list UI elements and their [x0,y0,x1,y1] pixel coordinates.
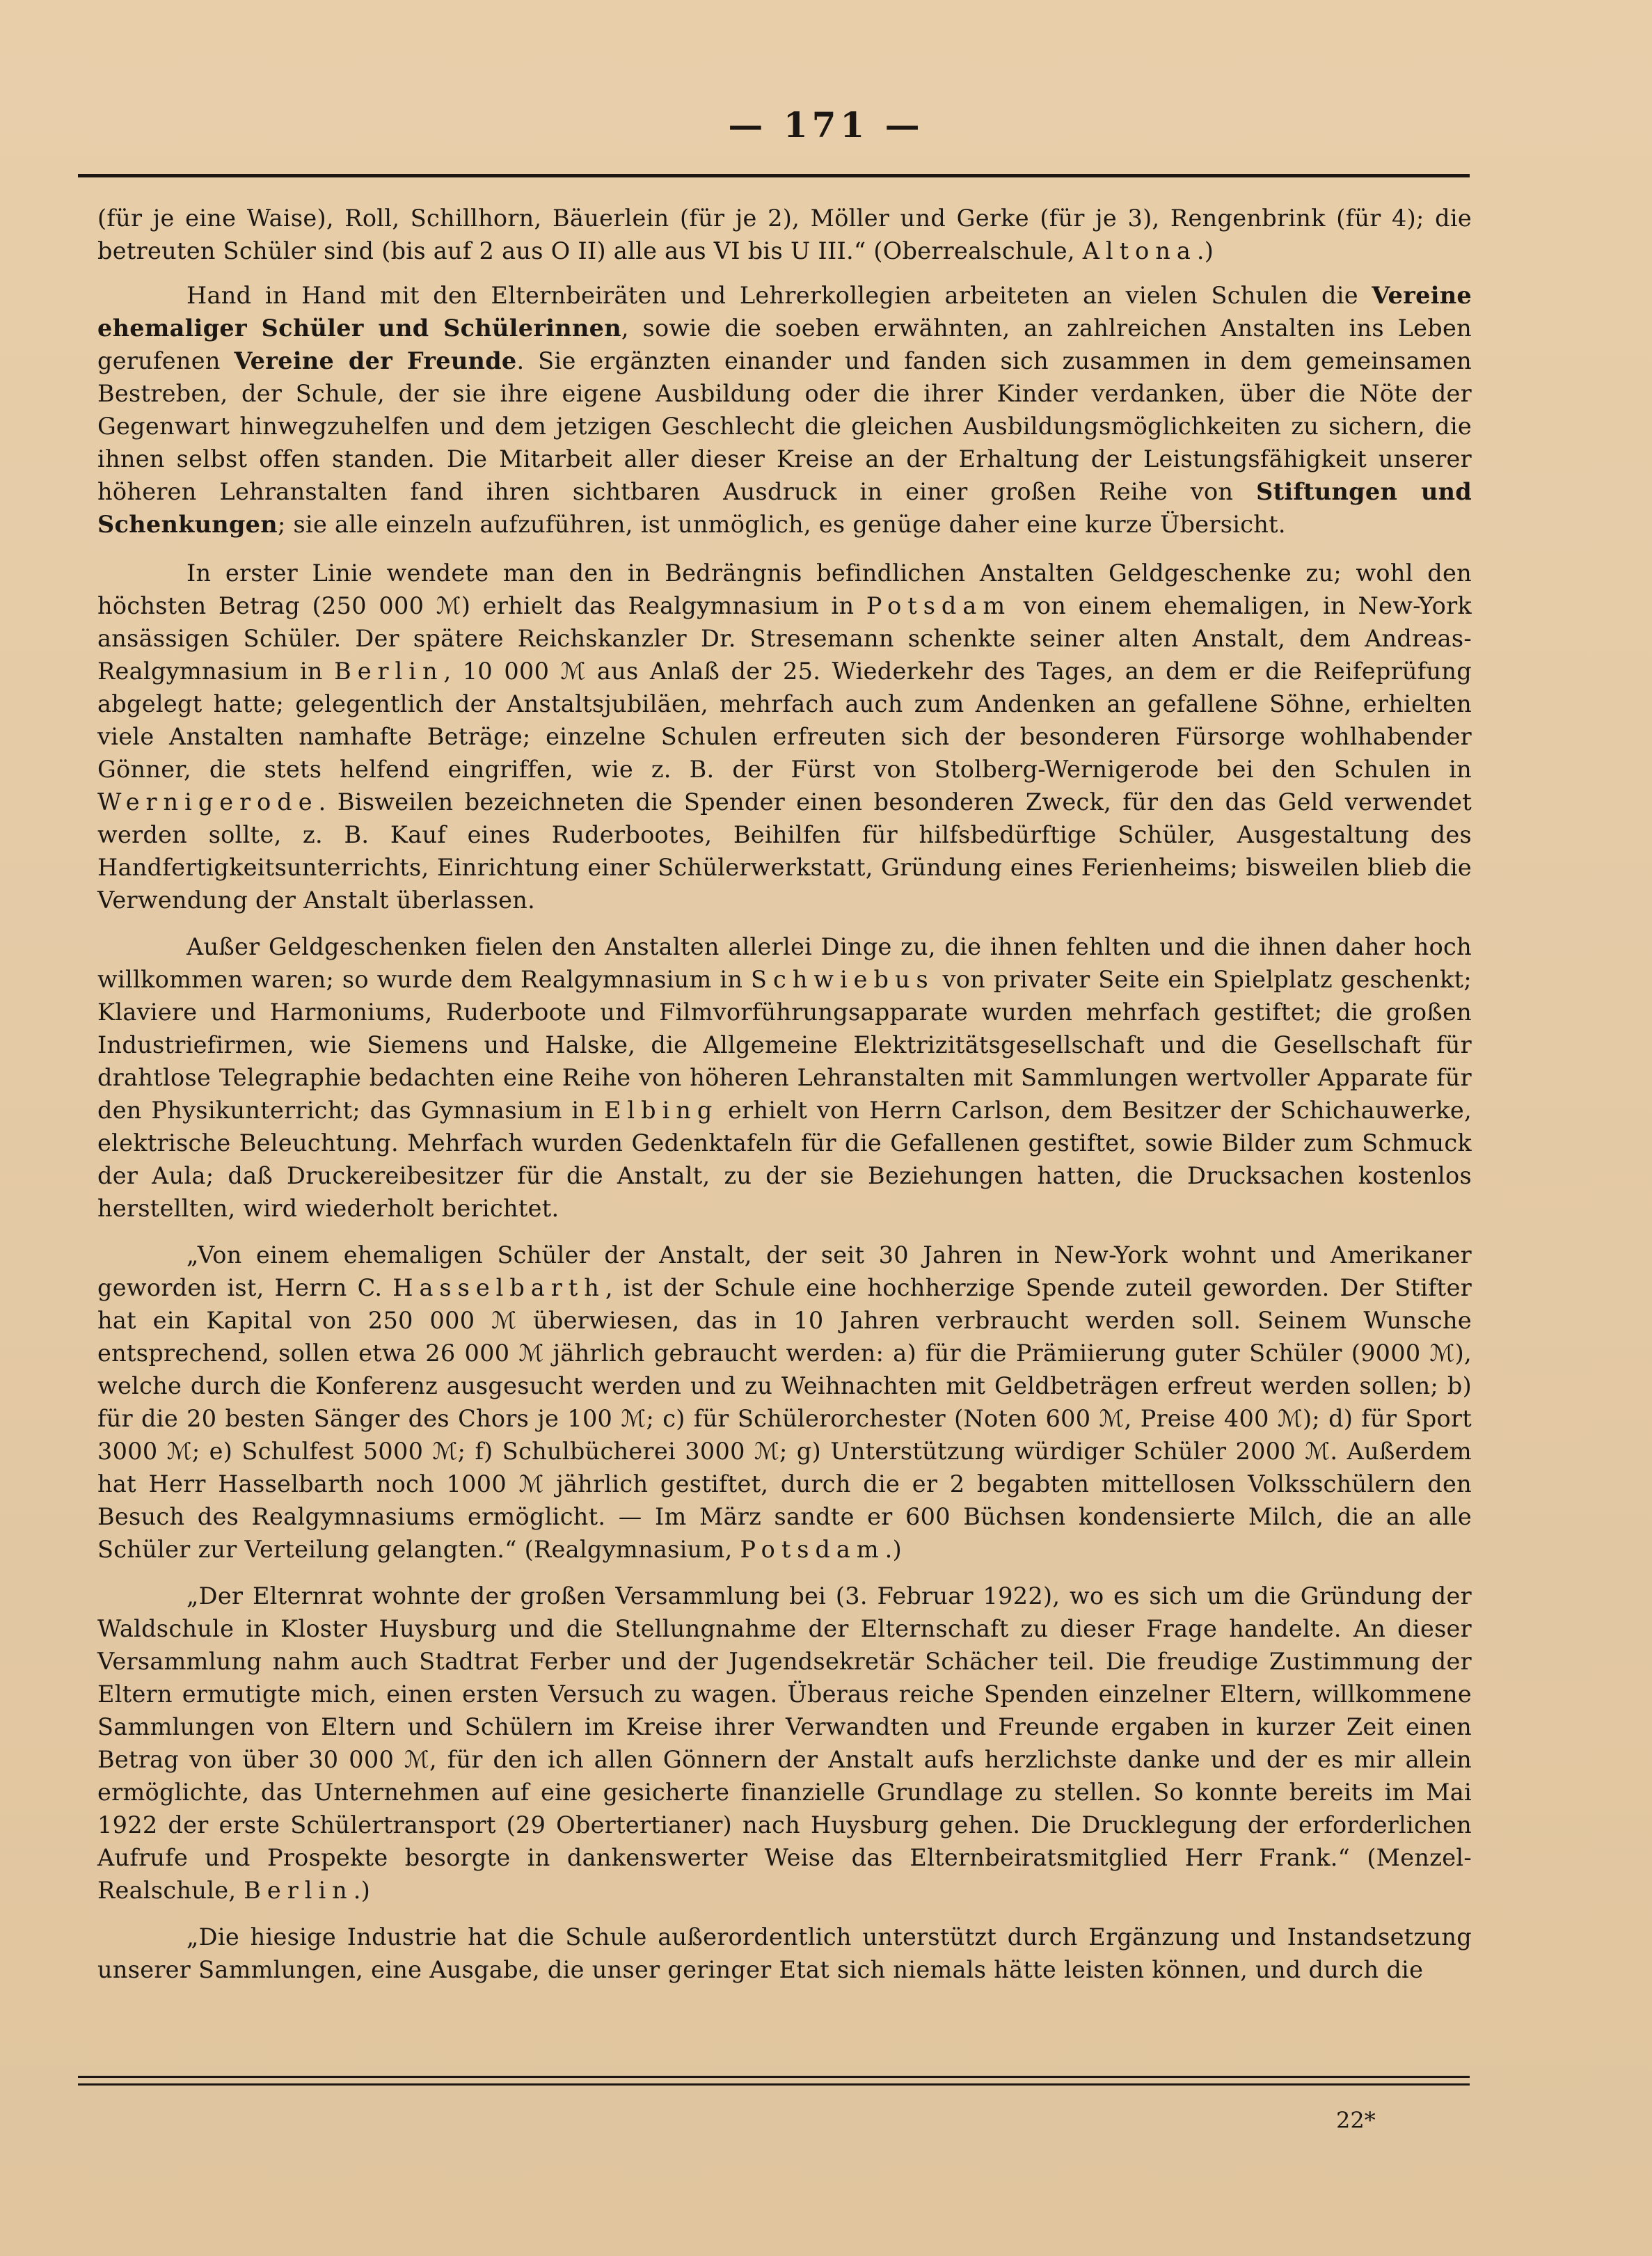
text-run: Hand in Hand mit den Elternbeiräten und Lehrerkollegien arbeiteten an vielen Schulen die [186,282,1372,309]
emphasis-text: Vereine ehemaliger Schüler und Schülerinnen [97,282,1472,342]
place-name: Potsdam [866,592,1012,619]
text-run: Außer Geldgeschenken fielen den Anstalten allerlei Dinge zu, die ihnen fehlten und die ihnen daher hoch willkommen waren; so wurde dem Realgymnasium in [97,933,1472,993]
text-run: von privater Seite ein Spielplatz geschenkt; Klaviere und Harmoniums, Ruderboote und Filmvorführungsapparate wurden mehrfach gestiftet; die großen Industriefirmen, wie Siemens und Halske, die Allgemeine Elektrizitätsgesellschaft und die Gesellschaft für drahtlose Telegraphie bedachten eine Reihe von höheren Lehranstalten mit Sammlungen wertvoller Apparate für den Physikunterricht; das Gymnasium in [97,966,1472,1124]
footer-rule [78,2076,1470,2078]
header-rule [78,174,1470,177]
paragraph-2 [97,279,1472,541]
paragraph-5 [97,1239,1472,1566]
place-name: Altona [1082,237,1197,264]
place-name: Berlin [334,658,444,685]
text-run: , ist der Schule eine hochherzige Spende zuteil geworden. Der Stifter hat ein Kapital von 250 000 ℳ überwiesen, das in 10 Jahren verbraucht werden soll. Seinem Wunsche entsprechend, sollen etwa 26 000 ℳ jährlich gebraucht werden: a) für die Prämiierung guter Schüler (9000 ℳ), welche durch die Konferenz ausgesucht werden und zu Weihnachten mit Geldbeträgen erfreut werden sollen; b) für die 20 besten Sänger des Chors je 100 ℳ; c) für Schülerorchester (Noten 600 ℳ, Preise 400 ℳ); d) für Sport 3000 ℳ; e) Schulfest 5000 ℳ; f) Schulbücherei 3000 ℳ; g) Unterstützung würdiger Schüler 2000 ℳ. Außerdem hat Herr Hasselbarth noch 1000 ℳ jährlich gestiftet, durch die er 2 begabten mittellosen Volksschülern den Besuch des Realgymnasiums ermöglicht. — Im März sandte er 600 Büchsen kondensierte Milch, die an alle Schüler zur Verteilung gelangten.“ (Realgymnasium, [97,1274,1472,1563]
text-run: erhielt von Herrn Carlson, dem Besitzer der Schichauwerke, elektrische Beleuchtung. Mehrfach wurden Gedenktafeln für die Gefallenen gestiftet, sowie Bilder zum Schmuck der Aula; daß Druckereibesitzer für die Anstalt, zu der sie Beziehungen hatten, die Drucksachen kostenlos herstellten, wird wiederholt berichtet. [97,1097,1472,1222]
paragraph-1 [97,202,1472,267]
place-name: Berlin [244,1877,354,1904]
text-run: „Der Elternrat wohnte der großen Versammlung bei (3. Februar 1922), wo es sich um die Gründung der Waldschule in Kloster Huysburg und die Stellungnahme der Elternschaft zu dieser Frage handelte. An dieser Versammlung nahm auch Stadtrat Ferber und der Jugendsekretär Schächer teil. Die freudige Zustimmung der Eltern ermutigte mich, einen ersten Versuch zu wagen. Überaus reiche Spenden einzelner Eltern, willkommene Sammlungen von Eltern und Schülern im Kreise ihrer Verwandten und Freunde ergaben in kurzer Zeit einen Betrag von über 30 000 ℳ, für den ich allen Gönnern der Anstalt aufs herzlichste danke und der es mir allein ermöglichte, das Unternehmen auf eine gesicherte finanzielle Grundlage zu stellen. So konnte bereits im Mai 1922 der erste Schülertransport (29 Obertertianer) nach Huysburg gehen. Die Drucklegung der erforderlichen Aufrufe und Prospekte besorgte in dankenswerter Weise das Elternbeiratsmitglied Herr Frank.“ (Menzel-Realschule, [97,1582,1472,1904]
paragraph-4 [97,930,1472,1225]
place-name: Elbing [603,1097,719,1124]
text-run: ; sie alle einzeln aufzuführen, ist unmöglich, es genüge daher eine kurze Übersicht. [277,511,1286,538]
text-run: , sowie die soeben erwähnten, an zahlreichen Anstalten ins Leben gerufenen [97,315,1472,374]
footer-rule [78,2083,1470,2086]
main-text [97,202,1472,2001]
text-run: .) [1196,237,1214,264]
page-number: — 171 — [728,104,924,145]
paragraph-7 [97,1921,1472,1986]
emphasis-text: Stiftungen und Schenkungen [97,478,1472,538]
text-run: .) [884,1536,902,1563]
text-run: . Bisweilen bezeichneten die Spender einen besonderen Zweck, für den das Geld verwendet werden sollte, z. B. Kauf eines Ruderbootes, Beihilfen für hilfsbedürftige Schüler, Ausgestaltung des Handfertigkeitsunterrichts, Einrichtung einer Schülerwerkstatt, Gründung eines Ferienheims; bisweilen blieb die Verwendung der Anstalt überlassen. [97,788,1472,914]
sheet-signature: 22* [1336,2107,1376,2134]
place-name: Potsdam [740,1536,885,1563]
paragraph-3 [97,557,1472,916]
place-name: Wernigerode [97,788,319,816]
text-run: , 10 000 ℳ aus Anlaß der 25. Wiederkehr des Tages, an dem er die Reifeprüfung abgelegt hatte; gelegentlich der Anstaltsjubiläen, mehrfach auch zum Andenken an gefallene Söhne, erhielten viele Anstalten namhafte Beträge; einzelne Schulen erfreuten sich der besonderen Fürsorge wohlhabender Gönner, die stets helfend eingriffen, wie z. B. der Fürst von Stolberg-Wernigerode bei den Schulen in [97,658,1472,783]
text-run: (für je eine Waise), Roll, Schillhorn, Bäuerlein (für je 2), Möller und Gerke (für je 3), Rengenbrink (für 4); die betreuten Schüler sind (bis auf 2 aus O II) alle aus VI bis U III.“ (Oberrealschule, [97,205,1472,264]
text-run: „Von einem ehemaligen Schüler der Anstalt, der seit 30 Jahren in New-York wohnt und Amerikaner geworden ist, Herrn C. [97,1241,1472,1301]
text-run: .) [353,1877,371,1904]
place-name: Schwiebus [751,966,935,993]
text-run: von einem ehemaligen, in New-York ansässigen Schüler. Der spätere Reichskanzler Dr. Stresemann schenkte seiner alten Anstalt, dem Andreas-Realgymnasium in [97,592,1472,685]
person-name: Hasselbarth [392,1274,605,1301]
text-run: In erster Linie wendete man den in Bedrängnis befindlichen Anstalten Geldgeschenke zu; wohl den höchsten Betrag (250 000 ℳ) erhielt das Realgymnasium in [97,559,1472,619]
text-run: „Die hiesige Industrie hat die Schule außerordentlich unterstützt durch Ergänzung und Instandsetzung unserer Sammlungen, eine Ausgabe, die unser geringer Etat sich niemals hätte leisten können, und durch die [97,1923,1472,1983]
emphasis-text: Vereine der Freunde [234,347,517,374]
text-run: . Sie ergänzten einander und fanden sich zusammen in dem gemeinsamen Bestreben, der Schule, der sie ihre eigene Ausbildung oder die ihrer Kinder verdanken, über die Nöte der Gegenwart hinwegzuhelfen und dem jetzigen Geschlecht die gleichen Ausbildungsmöglichkeiten zu sichern, die ihnen selbst offen standen. Die Mitarbeit aller dieser Kreise an der Erhaltung der Leistungsfähigkeit unserer höheren Lehranstalten fand ihren sichtbaren Ausdruck in einer großen Reihe von [97,347,1472,505]
paragraph-6 [97,1580,1472,1907]
